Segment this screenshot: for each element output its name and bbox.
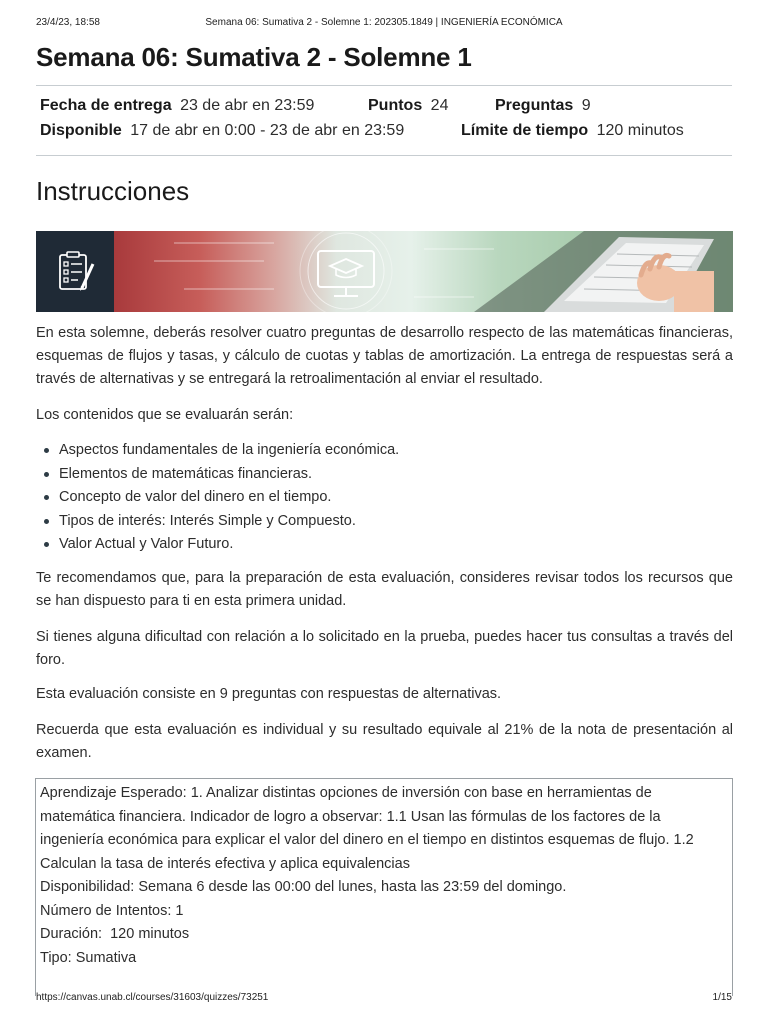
due-date [40,97,314,115]
list-item: Tipos de interés: Interés Simple y Compuesto. [36,510,733,534]
list-item: Elementos de matemáticas financieras. [36,463,733,487]
questions-value: 9 [581,97,591,114]
list-item: Concepto de valor del dinero en el tiempo. [36,486,733,510]
print-header [36,17,732,31]
time-limit-value: 120 minutos [596,122,684,139]
print-page-number: 1/15 [712,992,732,1003]
learning-info-box [35,778,733,996]
info-line: Aprendizaje Esperado: 1. Analizar distintas opciones de inversión con base en herramientas de [40,785,652,801]
available-value: 17 de abr en 0:00 - 23 de abr en 23:59 [130,122,405,139]
consists-paragraph: Esta evaluación consiste en 9 preguntas con respuestas de alternativas. [36,686,502,702]
points [368,97,448,115]
info-line: Número de Intentos: 1 [40,902,184,919]
points-label: Puntos [368,97,423,114]
print-url: https://canvas.unab.cl/courses/31603/quizzes/73251 [36,992,269,1003]
available-label: Disponible [40,122,122,139]
instructions-heading: Instrucciones [36,176,190,206]
questions [495,97,591,115]
info-line: Duración: 120 minutos [40,926,190,942]
intro-paragraph: En esta solemne, deberás resolver cuatro preguntas de desarrollo respecto de las matemáticas financieras, esquemas de flujos y tasas, y cálculo de cuotas y tablas de amortización. La entrega de respuestas será a través de alternativas y se entregará la retroalimentación al enviar el resultado. [36,325,733,387]
questions-label: Preguntas [495,97,574,114]
info-line: ingeniería económica para explicar el valor del dinero en el tiempo en distintos esquemas de flujo. 1.2 [40,832,694,848]
print-doc-title: Semana 06: Sumativa 2 - Solemne 1: 202305.1849 | INGENIERÍA ECONÓMICA [205,17,563,28]
banner-art [114,231,733,312]
divider [36,85,732,86]
help-paragraph: Si tienes alguna dificultad con relación a lo solicitado en la prueba, puedes hacer tus consultas a través del foro. [36,629,733,668]
graduation-monitor-graphic [114,231,733,312]
individual-paragraph: Recuerda que esta evaluación es individual y su resultado equivale al 21% de la nota de presentación al examen. [36,722,733,761]
time-limit [461,122,684,140]
banner-icon-panel [36,231,114,312]
info-line: Disponibilidad: Semana 6 desde las 00:00 del lunes, hasta las 23:59 del domingo. [40,879,567,895]
list-item: Valor Actual y Valor Futuro. [36,533,733,557]
points-value: 24 [430,97,449,114]
info-line: matemática financiera. Indicador de logro a observar: 1.1 Usan las fórmulas de los factores de la [40,808,661,825]
available [40,122,404,140]
due-value: 23 de abr en 23:59 [180,97,315,114]
time-limit-label: Límite de tiempo [461,122,589,139]
info-line: Tipo: Sumativa [40,949,137,966]
checklist-icon [36,231,114,312]
instructions-banner [36,231,733,312]
info-line: Calculan la tasa de interés efectiva y aplica equivalencias [40,855,410,872]
divider [36,155,732,156]
topics-list [36,439,733,557]
contents-lead: Los contenidos que se evaluarán serán: [36,407,294,423]
print-footer [36,992,732,1006]
recommend-paragraph: Te recomendamos que, para la preparación de esta evaluación, consideres revisar todos los recursos que se han dispuesto para ti en esta primera unidad. [36,570,733,609]
list-item: Aspectos fundamentales de la ingeniería económica. [36,439,733,463]
page-title: Semana 06: Sumativa 2 - Solemne 1 [36,42,472,72]
due-label: Fecha de entrega [40,97,172,114]
print-datetime: 23/4/23, 18:58 [36,17,100,28]
